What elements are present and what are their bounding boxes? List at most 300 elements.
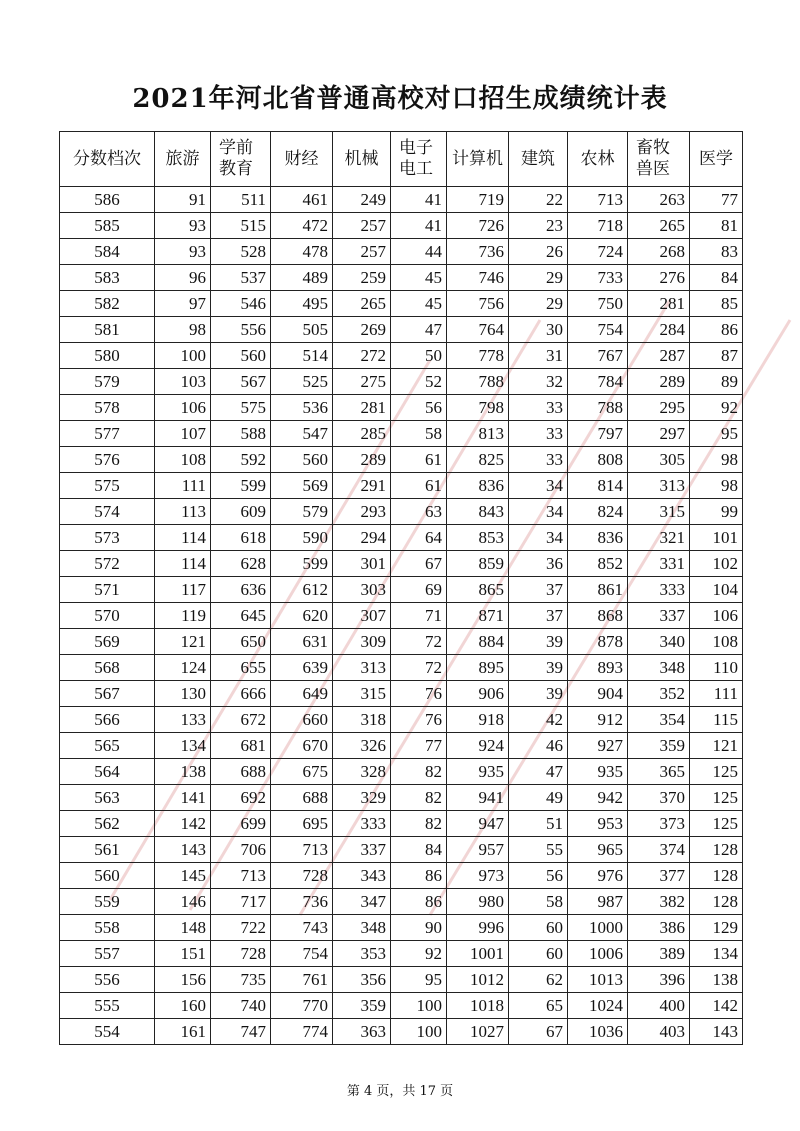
count-cell: 45 bbox=[391, 265, 447, 291]
count-cell: 331 bbox=[628, 551, 690, 577]
table-body bbox=[60, 187, 743, 1045]
count-cell: 269 bbox=[333, 317, 391, 343]
count-cell: 289 bbox=[333, 447, 391, 473]
count-cell: 81 bbox=[690, 213, 743, 239]
count-cell: 717 bbox=[211, 889, 271, 915]
count-cell: 72 bbox=[391, 629, 447, 655]
count-cell: 713 bbox=[211, 863, 271, 889]
count-cell: 645 bbox=[211, 603, 271, 629]
count-cell: 146 bbox=[155, 889, 211, 915]
count-cell: 935 bbox=[568, 759, 628, 785]
count-cell: 536 bbox=[271, 395, 333, 421]
count-cell: 328 bbox=[333, 759, 391, 785]
table-row bbox=[60, 941, 743, 967]
count-cell: 813 bbox=[447, 421, 509, 447]
table-row bbox=[60, 317, 743, 343]
count-cell: 764 bbox=[447, 317, 509, 343]
table-row bbox=[60, 837, 743, 863]
table-row bbox=[60, 395, 743, 421]
column-header-label: 医学 bbox=[699, 148, 733, 169]
table-row bbox=[60, 759, 743, 785]
count-cell: 77 bbox=[690, 187, 743, 213]
count-cell: 761 bbox=[271, 967, 333, 993]
count-cell: 681 bbox=[211, 733, 271, 759]
count-cell: 649 bbox=[271, 681, 333, 707]
count-cell: 301 bbox=[333, 551, 391, 577]
count-cell: 579 bbox=[271, 499, 333, 525]
count-cell: 86 bbox=[690, 317, 743, 343]
column-header-label: 农林 bbox=[580, 148, 615, 169]
count-cell: 389 bbox=[628, 941, 690, 967]
column-header bbox=[60, 132, 155, 187]
count-cell: 71 bbox=[391, 603, 447, 629]
count-cell: 90 bbox=[391, 915, 447, 941]
count-cell: 313 bbox=[333, 655, 391, 681]
count-cell: 142 bbox=[155, 811, 211, 837]
score-level-cell: 555 bbox=[60, 993, 155, 1019]
page-title: 2021年河北省普通高校对口招生成绩统计表 bbox=[132, 84, 668, 114]
count-cell: 114 bbox=[155, 525, 211, 551]
count-cell: 37 bbox=[509, 577, 568, 603]
count-cell: 695 bbox=[271, 811, 333, 837]
count-cell: 84 bbox=[690, 265, 743, 291]
count-cell: 60 bbox=[509, 915, 568, 941]
count-cell: 588 bbox=[211, 421, 271, 447]
column-header bbox=[391, 132, 447, 187]
count-cell: 386 bbox=[628, 915, 690, 941]
count-cell: 461 bbox=[271, 187, 333, 213]
count-cell: 363 bbox=[333, 1019, 391, 1045]
count-cell: 688 bbox=[271, 785, 333, 811]
count-cell: 39 bbox=[509, 655, 568, 681]
count-cell: 76 bbox=[391, 681, 447, 707]
count-cell: 100 bbox=[391, 993, 447, 1019]
count-cell: 58 bbox=[391, 421, 447, 447]
count-cell: 143 bbox=[155, 837, 211, 863]
score-level-cell: 576 bbox=[60, 447, 155, 473]
count-cell: 29 bbox=[509, 265, 568, 291]
count-cell: 72 bbox=[391, 655, 447, 681]
count-cell: 49 bbox=[509, 785, 568, 811]
score-level-cell: 560 bbox=[60, 863, 155, 889]
count-cell: 95 bbox=[391, 967, 447, 993]
count-cell: 125 bbox=[690, 811, 743, 837]
count-cell: 108 bbox=[690, 629, 743, 655]
count-cell: 61 bbox=[391, 473, 447, 499]
count-cell: 69 bbox=[391, 577, 447, 603]
count-cell: 93 bbox=[155, 213, 211, 239]
count-cell: 403 bbox=[628, 1019, 690, 1045]
count-cell: 44 bbox=[391, 239, 447, 265]
count-cell: 569 bbox=[271, 473, 333, 499]
score-level-cell: 570 bbox=[60, 603, 155, 629]
count-cell: 489 bbox=[271, 265, 333, 291]
count-cell: 718 bbox=[568, 213, 628, 239]
table-row bbox=[60, 785, 743, 811]
column-header bbox=[155, 132, 211, 187]
table-row bbox=[60, 499, 743, 525]
count-cell: 1036 bbox=[568, 1019, 628, 1045]
score-level-cell: 578 bbox=[60, 395, 155, 421]
count-cell: 770 bbox=[271, 993, 333, 1019]
count-cell: 83 bbox=[690, 239, 743, 265]
count-cell: 472 bbox=[271, 213, 333, 239]
column-header-label: 旅游 bbox=[165, 148, 200, 169]
count-cell: 333 bbox=[628, 577, 690, 603]
count-cell: 45 bbox=[391, 291, 447, 317]
count-cell: 98 bbox=[690, 473, 743, 499]
count-cell: 353 bbox=[333, 941, 391, 967]
table-row bbox=[60, 447, 743, 473]
count-cell: 145 bbox=[155, 863, 211, 889]
count-cell: 754 bbox=[568, 317, 628, 343]
count-cell: 37 bbox=[509, 603, 568, 629]
count-cell: 365 bbox=[628, 759, 690, 785]
count-cell: 735 bbox=[211, 967, 271, 993]
count-cell: 947 bbox=[447, 811, 509, 837]
count-cell: 138 bbox=[155, 759, 211, 785]
table-row bbox=[60, 213, 743, 239]
count-cell: 42 bbox=[509, 707, 568, 733]
count-cell: 340 bbox=[628, 629, 690, 655]
count-cell: 143 bbox=[690, 1019, 743, 1045]
count-cell: 156 bbox=[155, 967, 211, 993]
column-header-label: 财经 bbox=[284, 148, 319, 169]
column-header-label: 电工 bbox=[399, 159, 433, 179]
count-cell: 865 bbox=[447, 577, 509, 603]
column-header-label: 分数档次 bbox=[73, 148, 141, 169]
count-cell: 852 bbox=[568, 551, 628, 577]
count-cell: 666 bbox=[211, 681, 271, 707]
count-cell: 111 bbox=[155, 473, 211, 499]
table-row bbox=[60, 473, 743, 499]
count-cell: 747 bbox=[211, 1019, 271, 1045]
column-header-label: 建筑 bbox=[521, 148, 555, 169]
count-cell: 160 bbox=[155, 993, 211, 1019]
score-level-cell: 580 bbox=[60, 343, 155, 369]
count-cell: 30 bbox=[509, 317, 568, 343]
column-header-label: 学前 bbox=[219, 138, 253, 158]
count-cell: 91 bbox=[155, 187, 211, 213]
count-cell: 115 bbox=[690, 707, 743, 733]
count-cell: 29 bbox=[509, 291, 568, 317]
count-cell: 706 bbox=[211, 837, 271, 863]
column-header bbox=[211, 132, 271, 187]
count-cell: 98 bbox=[155, 317, 211, 343]
count-cell: 284 bbox=[628, 317, 690, 343]
table-row bbox=[60, 551, 743, 577]
count-cell: 65 bbox=[509, 993, 568, 1019]
count-cell: 106 bbox=[155, 395, 211, 421]
column-header-label: 电子 bbox=[399, 138, 433, 158]
count-cell: 128 bbox=[690, 863, 743, 889]
count-cell: 906 bbox=[447, 681, 509, 707]
count-cell: 315 bbox=[628, 499, 690, 525]
count-cell: 34 bbox=[509, 473, 568, 499]
count-cell: 942 bbox=[568, 785, 628, 811]
count-cell: 62 bbox=[509, 967, 568, 993]
count-cell: 41 bbox=[391, 213, 447, 239]
count-cell: 124 bbox=[155, 655, 211, 681]
count-cell: 84 bbox=[391, 837, 447, 863]
count-cell: 650 bbox=[211, 629, 271, 655]
score-level-cell: 554 bbox=[60, 1019, 155, 1045]
count-cell: 743 bbox=[271, 915, 333, 941]
count-cell: 980 bbox=[447, 889, 509, 915]
count-cell: 111 bbox=[690, 681, 743, 707]
count-cell: 151 bbox=[155, 941, 211, 967]
count-cell: 924 bbox=[447, 733, 509, 759]
count-cell: 265 bbox=[628, 213, 690, 239]
score-level-cell: 563 bbox=[60, 785, 155, 811]
count-cell: 692 bbox=[211, 785, 271, 811]
count-cell: 609 bbox=[211, 499, 271, 525]
count-cell: 23 bbox=[509, 213, 568, 239]
count-cell: 567 bbox=[211, 369, 271, 395]
count-cell: 95 bbox=[690, 421, 743, 447]
count-cell: 129 bbox=[690, 915, 743, 941]
score-level-cell: 557 bbox=[60, 941, 155, 967]
table-row bbox=[60, 993, 743, 1019]
column-header bbox=[690, 132, 743, 187]
table-row bbox=[60, 291, 743, 317]
count-cell: 107 bbox=[155, 421, 211, 447]
count-cell: 130 bbox=[155, 681, 211, 707]
count-cell: 31 bbox=[509, 343, 568, 369]
count-cell: 47 bbox=[509, 759, 568, 785]
count-cell: 853 bbox=[447, 525, 509, 551]
count-cell: 318 bbox=[333, 707, 391, 733]
count-cell: 287 bbox=[628, 343, 690, 369]
count-cell: 125 bbox=[690, 759, 743, 785]
column-header-label: 计算机 bbox=[452, 148, 503, 169]
count-cell: 104 bbox=[690, 577, 743, 603]
count-cell: 861 bbox=[568, 577, 628, 603]
count-cell: 825 bbox=[447, 447, 509, 473]
count-cell: 268 bbox=[628, 239, 690, 265]
score-level-cell: 585 bbox=[60, 213, 155, 239]
count-cell: 56 bbox=[509, 863, 568, 889]
count-cell: 276 bbox=[628, 265, 690, 291]
count-cell: 326 bbox=[333, 733, 391, 759]
column-header bbox=[271, 132, 333, 187]
count-cell: 291 bbox=[333, 473, 391, 499]
count-cell: 39 bbox=[509, 681, 568, 707]
count-cell: 348 bbox=[628, 655, 690, 681]
column-header-label: 兽医 bbox=[636, 159, 670, 179]
count-cell: 343 bbox=[333, 863, 391, 889]
count-cell: 382 bbox=[628, 889, 690, 915]
count-cell: 33 bbox=[509, 421, 568, 447]
count-cell: 58 bbox=[509, 889, 568, 915]
count-cell: 904 bbox=[568, 681, 628, 707]
count-cell: 893 bbox=[568, 655, 628, 681]
count-cell: 67 bbox=[391, 551, 447, 577]
score-level-cell: 579 bbox=[60, 369, 155, 395]
count-cell: 36 bbox=[509, 551, 568, 577]
count-cell: 1024 bbox=[568, 993, 628, 1019]
count-cell: 546 bbox=[211, 291, 271, 317]
count-cell: 728 bbox=[211, 941, 271, 967]
count-cell: 778 bbox=[447, 343, 509, 369]
count-cell: 148 bbox=[155, 915, 211, 941]
count-cell: 655 bbox=[211, 655, 271, 681]
count-cell: 161 bbox=[155, 1019, 211, 1045]
count-cell: 321 bbox=[628, 525, 690, 551]
column-header-label: 教育 bbox=[219, 159, 253, 179]
score-level-cell: 567 bbox=[60, 681, 155, 707]
table-row bbox=[60, 369, 743, 395]
count-cell: 76 bbox=[391, 707, 447, 733]
count-cell: 724 bbox=[568, 239, 628, 265]
score-level-cell: 558 bbox=[60, 915, 155, 941]
page-footer: 第 4 页，共 17 页 bbox=[346, 1084, 454, 1099]
count-cell: 1012 bbox=[447, 967, 509, 993]
count-cell: 814 bbox=[568, 473, 628, 499]
count-cell: 733 bbox=[568, 265, 628, 291]
count-cell: 525 bbox=[271, 369, 333, 395]
count-cell: 102 bbox=[690, 551, 743, 577]
count-cell: 305 bbox=[628, 447, 690, 473]
score-level-cell: 583 bbox=[60, 265, 155, 291]
count-cell: 98 bbox=[690, 447, 743, 473]
score-level-cell: 581 bbox=[60, 317, 155, 343]
count-cell: 100 bbox=[391, 1019, 447, 1045]
score-level-cell: 572 bbox=[60, 551, 155, 577]
count-cell: 103 bbox=[155, 369, 211, 395]
count-cell: 354 bbox=[628, 707, 690, 733]
score-level-cell: 571 bbox=[60, 577, 155, 603]
count-cell: 912 bbox=[568, 707, 628, 733]
count-cell: 55 bbox=[509, 837, 568, 863]
count-cell: 987 bbox=[568, 889, 628, 915]
score-level-cell: 582 bbox=[60, 291, 155, 317]
count-cell: 33 bbox=[509, 395, 568, 421]
count-cell: 935 bbox=[447, 759, 509, 785]
count-cell: 528 bbox=[211, 239, 271, 265]
count-cell: 628 bbox=[211, 551, 271, 577]
count-cell: 101 bbox=[690, 525, 743, 551]
score-level-cell: 586 bbox=[60, 187, 155, 213]
count-cell: 82 bbox=[391, 785, 447, 811]
table-row bbox=[60, 811, 743, 837]
score-level-cell: 559 bbox=[60, 889, 155, 915]
count-cell: 505 bbox=[271, 317, 333, 343]
count-cell: 973 bbox=[447, 863, 509, 889]
count-cell: 547 bbox=[271, 421, 333, 447]
count-cell: 514 bbox=[271, 343, 333, 369]
count-cell: 396 bbox=[628, 967, 690, 993]
count-cell: 1018 bbox=[447, 993, 509, 1019]
count-cell: 871 bbox=[447, 603, 509, 629]
count-cell: 660 bbox=[271, 707, 333, 733]
column-header bbox=[509, 132, 568, 187]
count-cell: 374 bbox=[628, 837, 690, 863]
count-cell: 33 bbox=[509, 447, 568, 473]
count-cell: 797 bbox=[568, 421, 628, 447]
count-cell: 133 bbox=[155, 707, 211, 733]
count-cell: 1001 bbox=[447, 941, 509, 967]
count-cell: 824 bbox=[568, 499, 628, 525]
count-cell: 32 bbox=[509, 369, 568, 395]
count-cell: 575 bbox=[211, 395, 271, 421]
count-cell: 631 bbox=[271, 629, 333, 655]
count-cell: 106 bbox=[690, 603, 743, 629]
column-header bbox=[628, 132, 690, 187]
count-cell: 618 bbox=[211, 525, 271, 551]
count-cell: 670 bbox=[271, 733, 333, 759]
count-cell: 927 bbox=[568, 733, 628, 759]
count-cell: 560 bbox=[271, 447, 333, 473]
count-cell: 941 bbox=[447, 785, 509, 811]
count-cell: 125 bbox=[690, 785, 743, 811]
count-cell: 281 bbox=[333, 395, 391, 421]
count-cell: 309 bbox=[333, 629, 391, 655]
count-cell: 726 bbox=[447, 213, 509, 239]
count-cell: 89 bbox=[690, 369, 743, 395]
count-cell: 337 bbox=[333, 837, 391, 863]
count-cell: 329 bbox=[333, 785, 391, 811]
count-cell: 620 bbox=[271, 603, 333, 629]
count-cell: 257 bbox=[333, 239, 391, 265]
count-cell: 285 bbox=[333, 421, 391, 447]
count-cell: 289 bbox=[628, 369, 690, 395]
count-cell: 337 bbox=[628, 603, 690, 629]
count-cell: 592 bbox=[211, 447, 271, 473]
count-cell: 141 bbox=[155, 785, 211, 811]
count-cell: 295 bbox=[628, 395, 690, 421]
count-cell: 142 bbox=[690, 993, 743, 1019]
count-cell: 294 bbox=[333, 525, 391, 551]
count-cell: 560 bbox=[211, 343, 271, 369]
count-cell: 263 bbox=[628, 187, 690, 213]
count-cell: 756 bbox=[447, 291, 509, 317]
count-cell: 808 bbox=[568, 447, 628, 473]
count-cell: 99 bbox=[690, 499, 743, 525]
table-row bbox=[60, 187, 743, 213]
count-cell: 117 bbox=[155, 577, 211, 603]
count-cell: 953 bbox=[568, 811, 628, 837]
count-cell: 92 bbox=[690, 395, 743, 421]
count-cell: 26 bbox=[509, 239, 568, 265]
count-cell: 128 bbox=[690, 889, 743, 915]
count-cell: 86 bbox=[391, 863, 447, 889]
count-cell: 259 bbox=[333, 265, 391, 291]
table-row bbox=[60, 915, 743, 941]
count-cell: 86 bbox=[391, 889, 447, 915]
count-cell: 134 bbox=[690, 941, 743, 967]
count-cell: 859 bbox=[447, 551, 509, 577]
table-row bbox=[60, 525, 743, 551]
count-cell: 134 bbox=[155, 733, 211, 759]
count-cell: 39 bbox=[509, 629, 568, 655]
count-cell: 303 bbox=[333, 577, 391, 603]
count-cell: 359 bbox=[333, 993, 391, 1019]
table-row bbox=[60, 603, 743, 629]
column-header bbox=[568, 132, 628, 187]
count-cell: 52 bbox=[391, 369, 447, 395]
count-cell: 788 bbox=[568, 395, 628, 421]
column-header-label: 机械 bbox=[344, 148, 379, 169]
count-cell: 1006 bbox=[568, 941, 628, 967]
score-level-cell: 566 bbox=[60, 707, 155, 733]
count-cell: 370 bbox=[628, 785, 690, 811]
count-cell: 612 bbox=[271, 577, 333, 603]
count-cell: 46 bbox=[509, 733, 568, 759]
count-cell: 976 bbox=[568, 863, 628, 889]
count-cell: 788 bbox=[447, 369, 509, 395]
count-cell: 373 bbox=[628, 811, 690, 837]
